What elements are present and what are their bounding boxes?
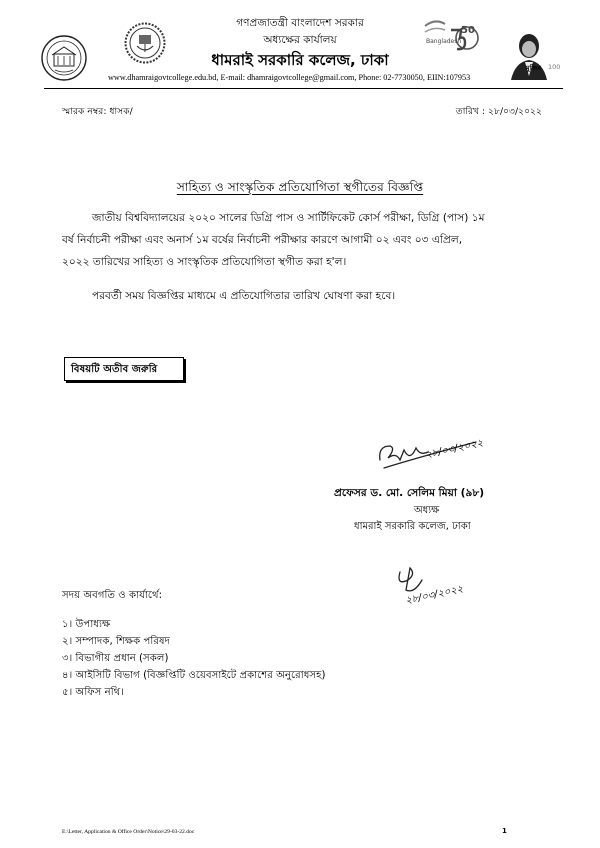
footer-file-path: E:\Letter, Application & Office Order\Notice\29-03-22.doc [62, 829, 195, 835]
header-divider [44, 88, 563, 89]
urgent-box [64, 357, 184, 381]
list-item: ৫। অফিস নথি। [62, 687, 124, 698]
notice-title: সাহিত্য ও সাংস্কৃতিক প্রতিযোগিতা স্থগীতের বিজ্ঞপ্তি [176, 180, 424, 194]
page-number: 1 [502, 827, 507, 835]
office-line: অধ্যক্ষের কার্যালয় [263, 34, 337, 46]
list-item: ৪। আইসিটি বিভাগ (বিজ্ঞপ্তিটি ওয়েবসাইটে প্রকাশের অনুরোধসহ) [62, 670, 326, 681]
mujib-logo-text: মুজিব [526, 64, 541, 72]
government-line: গণপ্রজাতন্ত্রী বাংলাদেশ সরকার [236, 17, 364, 29]
notice-paragraph-line-1: জাতীয় বিশ্ববিদ্যালয়ের ২০২০ সালের ডিগ্রি পাস ও সার্টিফিকেট কোর্স পরীক্ষা, ডিগ্রি (পাস) ১ম [92, 212, 485, 224]
college-name: ধামরাই সরকারি কলেজ, ঢাকা [211, 51, 389, 69]
college-emblem-icon [40, 34, 88, 82]
list-item: ২। সম্পাদক, শিক্ষক পরিষদ [62, 636, 170, 647]
notice-paragraph-line-2: বর্ষ নির্বাচনী পরীক্ষা এবং অনার্স ১ম বর্ষের নির্বাচনী পরীক্ষার কারণে আগামী ০২ এবং ০৩ এপ্রিল, [62, 234, 463, 246]
list-item: ১। উপাধ্যক্ষ [62, 619, 111, 630]
bangladesh-50-logo-icon [421, 16, 481, 58]
mujib-logo-number: 100 [548, 63, 561, 71]
government-seal-icon [124, 22, 166, 64]
urgent-box-label: বিষয়টি অতীব জরুরি [71, 364, 158, 375]
memo-date: তারিখ : ২৮/০৩/২০২২ [455, 106, 542, 117]
signatory-designation: অধ্যক্ষ [414, 505, 440, 516]
bangladesh-logo-number: 50 [461, 25, 475, 36]
notice-paragraph-2: পরবর্তী সময় বিজ্ঞপ্তির মাধ্যমে এ প্রতিযোগিতার তারিখ ঘোষণা করা হবে। [92, 290, 396, 302]
portrait-icon [507, 30, 559, 88]
list-item: ৩। বিভাগীয় প্রধান (সকল) [62, 653, 169, 664]
contact-line: www.dhamraigovtcollege.edu.bd, E-mail: dhamraigovtcollege@gmail.com, Phone: 02-7730050, EIIN:107953 [108, 73, 471, 82]
notice-paragraph-line-3: ২০২২ তারিখের সাহিত্য ও সাংস্কৃতিক প্রতিযোগিতা স্থগীত করা হ'ল। [62, 256, 347, 268]
signatory-institution: ধামরাই সরকারি কলেজ, ঢাকা [354, 521, 471, 532]
signatory-name: প্রফেসর ড. মো. সেলিম মিয়া (৯৮) [334, 487, 485, 499]
bangladesh-logo-text: Bangladesh [426, 38, 462, 45]
signature-date: ২৮/০৩/২০২২ [424, 437, 485, 461]
memo-reference: স্মারক নম্বর: ধাসক/ [62, 106, 133, 117]
distribution-heading: সদয় অবগতি ও কার্যার্থে: [62, 590, 163, 601]
initial-date: ২৮/০৩/২০২২ [404, 583, 465, 607]
